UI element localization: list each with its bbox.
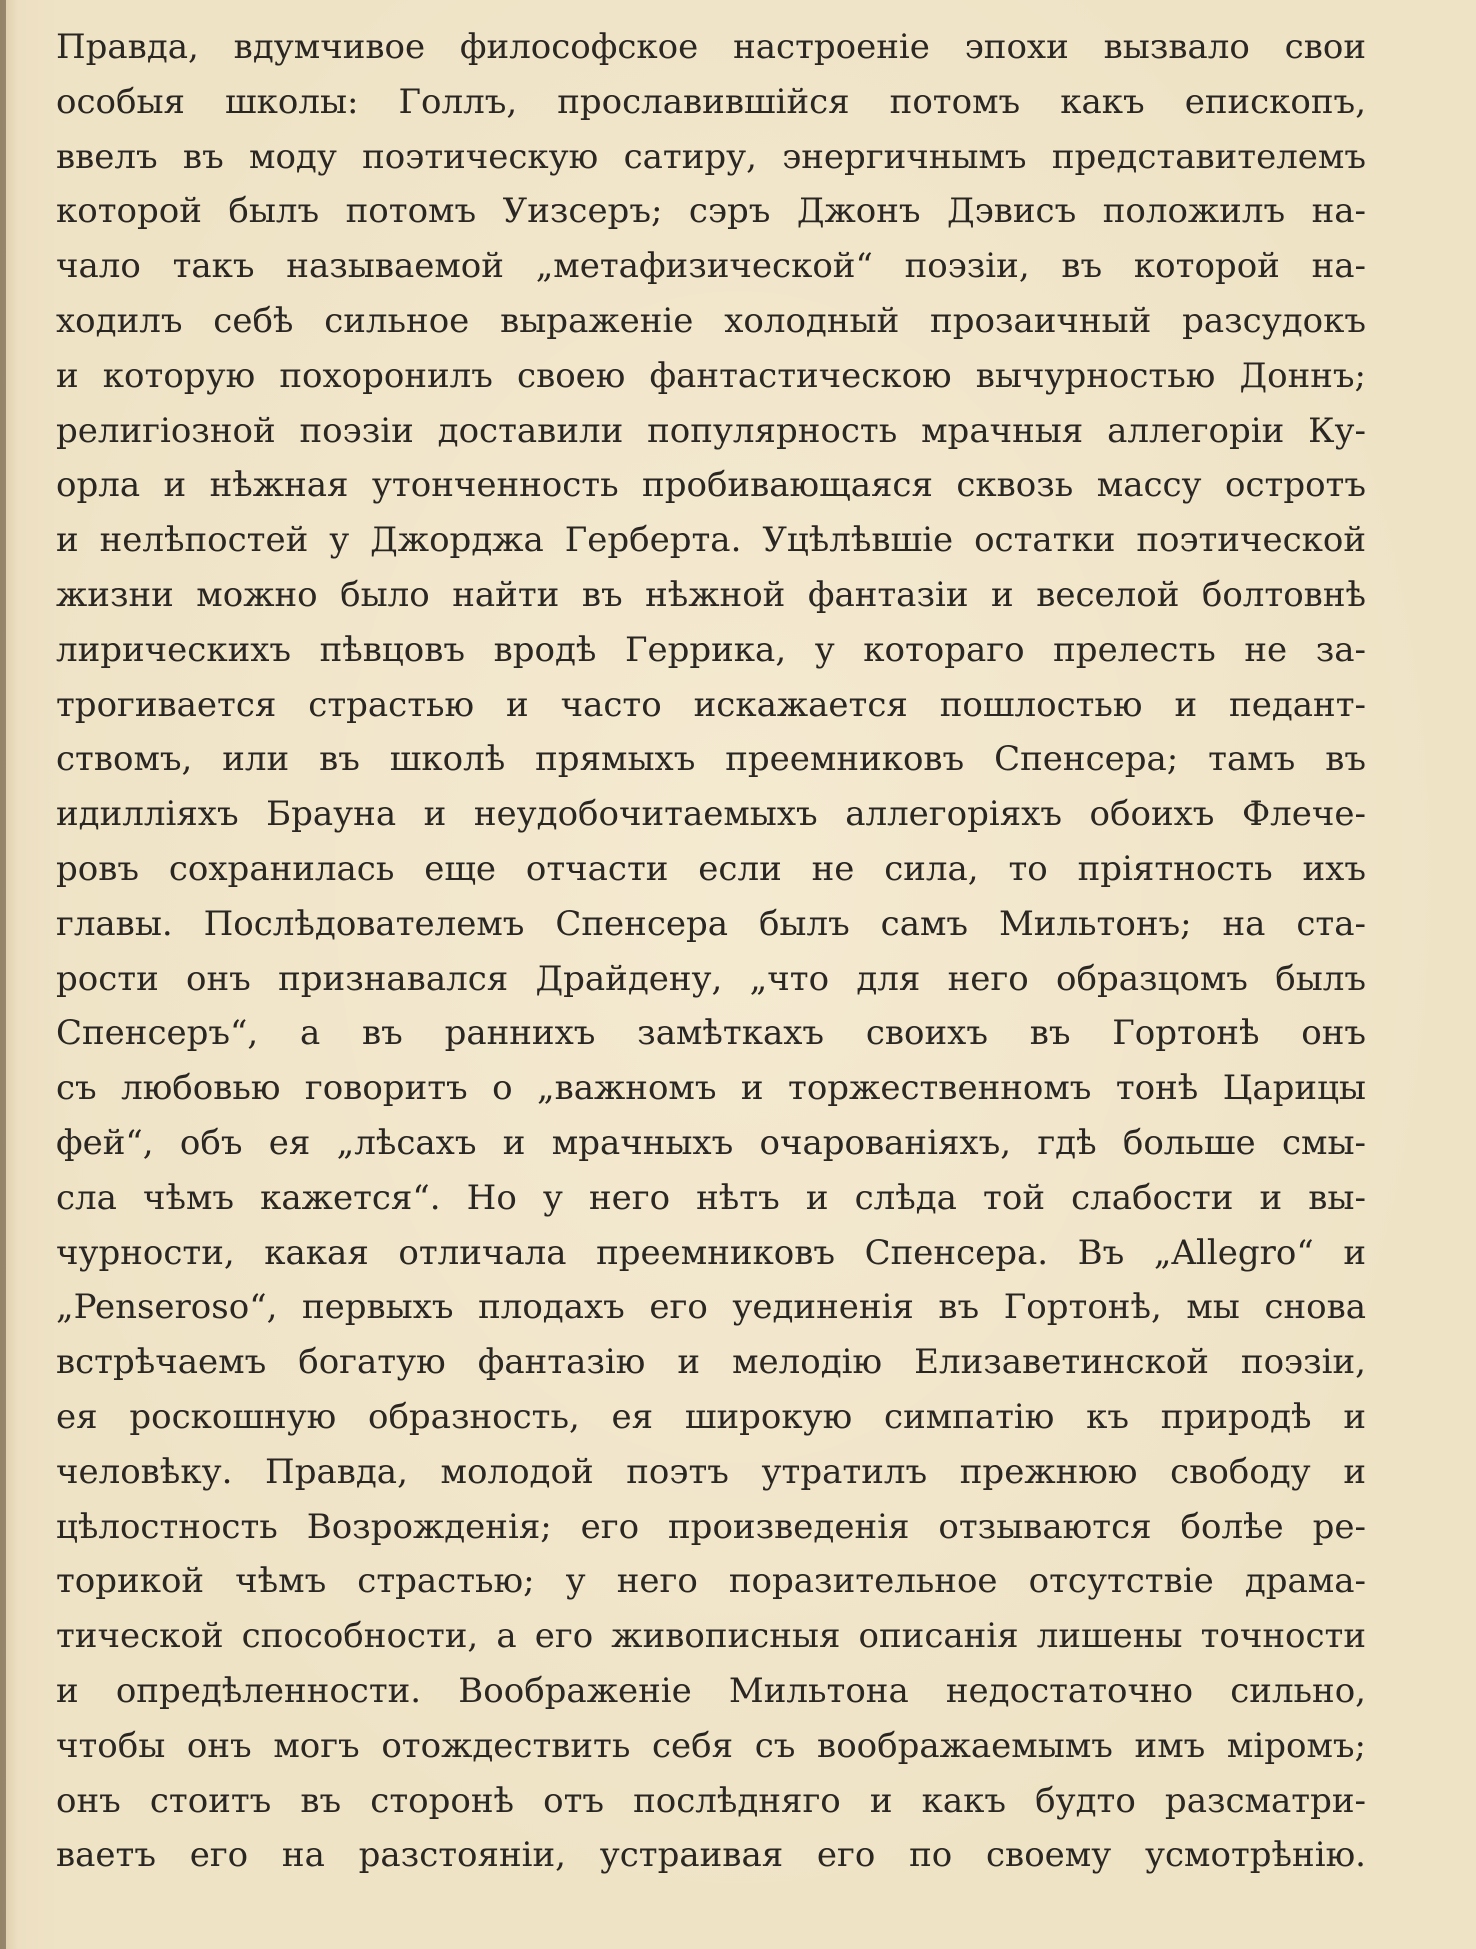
text-line: которой былъ потомъ Уизсеръ; сэръ Джонъ Дэвисъ положилъ на- xyxy=(56,191,1366,232)
text-line: онъ стоитъ въ сторонѣ отъ послѣдняго и какъ будто разсматри- xyxy=(56,1780,1366,1821)
text-line: религіозной поэзіи доставили популярность мрачныя аллегоріи Ку- xyxy=(56,410,1366,451)
text-line: ввелъ въ моду поэтическую сатиру, энергичнымъ представителемъ xyxy=(56,136,1366,177)
text-line: главы. Послѣдователемъ Спенсера былъ самъ Мильтонъ; на ста- xyxy=(56,903,1366,944)
text-line: человѣку. Правда, молодой поэтъ утратилъ прежнюю свободу и xyxy=(56,1451,1366,1492)
text-line: трогивается страстью и часто искажается пошлостью и педант- xyxy=(56,684,1366,725)
text-line: фей“, объ ея „лѣсахъ и мрачныхъ очарованіяхъ, гдѣ больше смы- xyxy=(56,1122,1366,1163)
text-line: торикой чѣмъ страстью; у него поразительное отсутствіе драма- xyxy=(56,1561,1366,1602)
text-line: съ любовью говоритъ о „важномъ и торжественномъ тонѣ Царицы xyxy=(56,1068,1366,1109)
text-line: „Penseroso“, первыхъ плодахъ его уединенія въ Гортонѣ, мы снова xyxy=(56,1287,1366,1328)
text-line: рости онъ признавался Драйдену, „что для него образцомъ былъ xyxy=(56,958,1366,999)
text-line: и нелѣпостей у Джорджа Герберта. Уцѣлѣвшіе остатки поэтической xyxy=(56,520,1366,561)
text-line: ствомъ, или въ школѣ прямыхъ преемниковъ Спенсера; тамъ въ xyxy=(56,739,1366,780)
text-line: жизни можно было найти въ нѣжной фантазіи и веселой болтовнѣ xyxy=(56,574,1366,615)
text-line: особыя школы: Голлъ, прославившійся потомъ какъ епископъ, xyxy=(56,81,1366,122)
text-line: чурности, какая отличала преемниковъ Спенсера. Въ „Allegro“ и xyxy=(56,1232,1366,1273)
text-line: цѣлостность Возрожденія; его произведенія отзываются болѣе ре- xyxy=(56,1506,1366,1547)
text-line: идилліяхъ Брауна и неудобочитаемыхъ аллегоріяхъ обоихъ Флече- xyxy=(56,794,1366,835)
text-line: ходилъ себѣ сильное выраженіе холодный прозаичный разсудокъ xyxy=(56,300,1366,341)
text-line: Спенсеръ“, а въ раннихъ замѣткахъ своихъ въ Гортонѣ онъ xyxy=(56,1013,1366,1054)
body-text xyxy=(56,20,1366,1883)
text-line: чтобы онъ могъ отождествить себя съ воображаемымъ имъ міромъ; xyxy=(56,1725,1366,1766)
text-line: чало такъ называемой „метафизической“ поэзіи, въ которой на- xyxy=(56,246,1366,287)
text-line: ея роскошную образность, ея широкую симпатію къ природѣ и xyxy=(56,1396,1366,1437)
text-line: встрѣчаемъ богатую фантазію и мелодію Елизаветинской поэзіи, xyxy=(56,1342,1366,1383)
text-line: сла чѣмъ кажется“. Но у него нѣтъ и слѣда той слабости и вы- xyxy=(56,1177,1366,1218)
text-line: ваетъ его на разстояніи, устраивая его по своему усмотрѣнію. xyxy=(56,1835,1366,1876)
text-line: ровъ сохранилась еще отчасти если не сила, то пріятность ихъ xyxy=(56,848,1366,889)
text-line: лирическихъ пѣвцовъ вродѣ Геррика, у котораго прелесть не за- xyxy=(56,629,1366,670)
text-line: тической способности, а его живописныя описанія лишены точности xyxy=(56,1616,1366,1657)
text-line: орла и нѣжная утонченность пробивающаяся сквозь массу остротъ xyxy=(56,465,1366,506)
text-line: Правда, вдумчивое философское настроеніе эпохи вызвало свои xyxy=(56,27,1366,67)
text-line: и которую похоронилъ своею фантастическою вычурностью Доннъ; xyxy=(56,355,1366,396)
text-line: и опредѣленности. Воображеніе Мильтона недостаточно сильно, xyxy=(56,1670,1366,1711)
